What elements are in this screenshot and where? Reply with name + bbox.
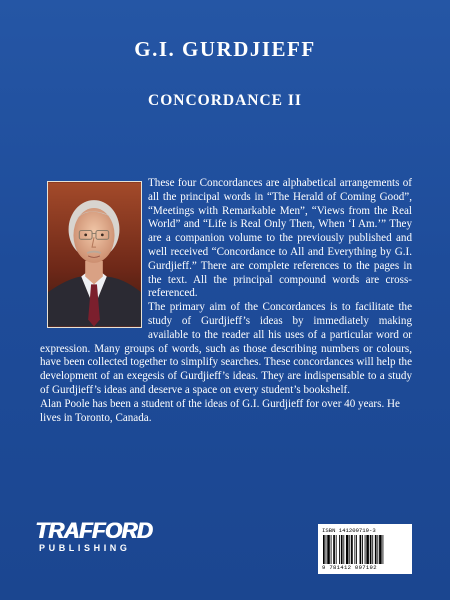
barcode-digits: 9 781412 097192 (322, 564, 377, 571)
isbn-label: ISBN 141209719-3 (322, 527, 376, 534)
description-paragraph: The primary aim of the Concordances is to facilitate the study of Gurdjieff’s ideas by immediately making available to the reader all his uses of a particular word or expression. Many groups of words, such as those describing numbers or colours, have been collected together to simplify searches. These concordances will help the development of an exegesis of Gurdjieff’s ideas. They are indispensable to a study of Gurdjieff’s ideas and deserve a space on every student’s bookshelf. (40, 301, 412, 396)
publisher-tagline: PUBLISHING (39, 543, 131, 553)
photo-spacer (40, 177, 148, 333)
description-text (40, 177, 412, 425)
isbn-barcode (318, 524, 412, 574)
author-bio: Alan Poole has been a student of the ideas of G.I. Gurdjieff for over 40 years. He lives in Toronto, Canada. (40, 397, 400, 424)
author-title: G.I. GURDJIEFF (134, 37, 316, 61)
book-subtitle: CONCORDANCE II (148, 92, 302, 109)
description-paragraph: These four Concordances are alphabetical arrangements of all the principal words in “The Herald of Coming Good”, “Meetings with Remarkable Men”, “Views from the Real World” and “Life is Real Only Then, When ‘I Am.’” They are a companion volume to the previously published and well received “Concordance to All and Everything by G.I. Gurdjieff.” There are complete references to the pages in the text. All the principal compound words are cross-referenced. (148, 177, 412, 300)
barcode-icon (322, 535, 408, 564)
publisher-name: TRAFFORD (35, 518, 152, 543)
publisher-logo (35, 520, 153, 560)
